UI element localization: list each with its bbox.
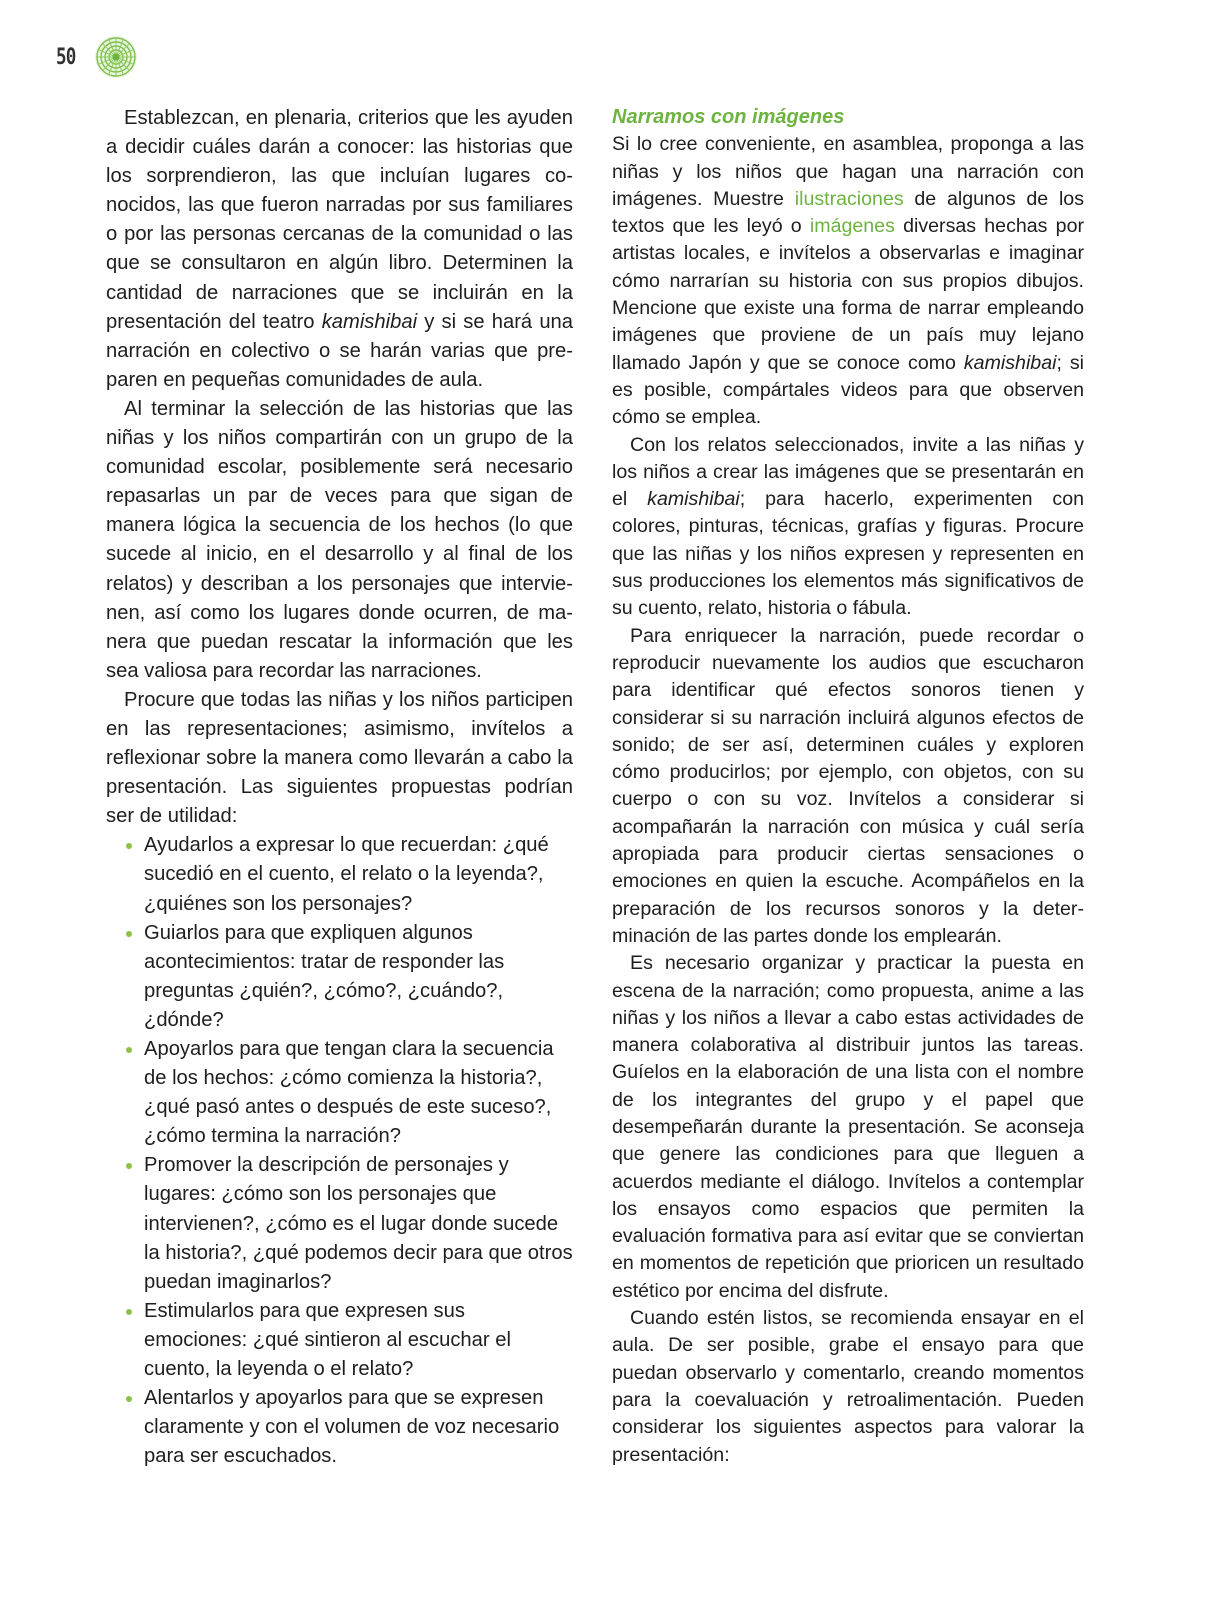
paragraph: Al terminar la selección de las historias que las niñas y los niños compartirán con un grupo de la comunidad escolar, posiblemente será necesario repasarlas un par de veces para que sigan de manera lógica la secuencia de los hechos (lo que sucede al inicio, en el desarrollo y al final de los relatos) y describan a los personajes que intervienen, así como los lugares donde ocurren, de manera que puedan rescatar la información que les sea valiosa para recordar las narraciones. bbox=[106, 397, 573, 682]
paragraph: Procure que todas las niñas y los niños participen en las representaciones; asimismo, invítelos a reflexionar sobre la manera como llevarán a cabo la presentación. Las siguientes propuestas podrían ser de utilidad: bbox=[106, 688, 573, 828]
bullet-icon bbox=[126, 1047, 132, 1053]
bullet-icon bbox=[126, 931, 132, 937]
illustrations-link[interactable]: ilustraciones bbox=[794, 187, 904, 210]
right-column bbox=[612, 104, 1084, 1469]
page-number: 50 bbox=[56, 44, 76, 70]
paragraph: Con los relatos seleccionados, invite a las niñas y los niños a crear las imágenes que se presentarán en el kamishibai; para hacerlo, experimenten con colores, pinturas, técnicas, grafías y figuras. Procure que las niñas y los niños expresen y representen en sus producciones los elementos más significativos de su cuento, relato, historia o fábula. bbox=[612, 433, 1084, 620]
images-link[interactable]: imágenes bbox=[809, 215, 895, 238]
paragraph: Si lo cree conveniente, en asamblea, proponga a las niñas y los niños que hagan una narración con imágenes. Muestre ilustraciones de algunos de los textos que les leyó o imágenes diversas hechas por artistas locales, e invítelos a observarlas e imaginar cómo narrarían su historia con sus propios dibujos. Mencione que existe una forma de narrar empleando imágenes que proviene de un país muy lejano llamado Japón y que se conoce como kamishibai; si es posible, compártales videos para que observen cómo se emplea. bbox=[612, 133, 1084, 429]
page-header bbox=[56, 36, 138, 78]
list-item: Estimularlos para que expresen sus emociones: ¿qué sintieron al escuchar el cuento, la leyenda o el relato? bbox=[144, 1297, 573, 1384]
left-column bbox=[106, 104, 573, 1471]
bullet-icon bbox=[126, 1396, 132, 1402]
list-item: Guiarlos para que expliquen algunos acontecimientos: tratar de responder las preguntas ¿quién?, ¿cómo?, ¿cuándo?, ¿dónde? bbox=[144, 919, 573, 1035]
list-item: Promover la descripción de personajes y lugares: ¿cómo son los personajes que intervienen?, ¿cómo es el lugar donde sucede la historia?, ¿qué podemos decir para que otros puedan imaginarlos? bbox=[144, 1151, 573, 1296]
bullet-icon bbox=[126, 1309, 132, 1315]
list-item: Ayudarlos a expresar lo que recuerdan: ¿qué sucedió en el cuento, el relato o la leyenda?, ¿quiénes son los personajes? bbox=[144, 831, 573, 918]
paragraph: Establezcan, en plenaria, criterios que les ayuden a decidir cuáles darán a conocer: las historias que los sorprendieron, las que incluían lugares conocidos, las que fueron narradas por sus familiares o por las personas cercanas de la comunidad o las que se consultaron en algún libro. Determinen la cantidad de narraciones que se incluirán en la presentación del teatro kamishibai y si se hará una narración en colectivo o se harán varias que preparen en pequeñas comunidades de aula. bbox=[106, 107, 574, 391]
bullet-icon bbox=[126, 843, 132, 849]
list-item: Apoyarlos para que tengan clara la secuencia de los hechos: ¿cómo comienza la historia?, ¿qué pasó antes o después de este suceso?, ¿cómo termina la narración? bbox=[144, 1035, 573, 1151]
list-item: Alentarlos y apoyarlos para que se expresen claramente y con el volumen de voz necesario para ser escuchados. bbox=[144, 1384, 573, 1471]
bullet-icon bbox=[126, 1163, 132, 1169]
green-rosette-icon bbox=[94, 35, 138, 79]
paragraph: Para enriquecer la narración, puede recordar o reproducir nuevamente los audios que escucharon para identificar qué efectos sonoros tienen y considerar si su narración incluirá algunos efectos de sonido; de ser así, determinen cuáles y exploren cómo producirlos; por ejemplo, con objetos, con su cuerpo o con su voz. Invítelos a considerar si acompañarán la narración con música y cuál sería apropiada para producir ciertas sensaciones o emociones en quien la escuche. Acompáñelos en la preparación de los recursos sonoros y la determinación de las partes donde los emplearán. bbox=[612, 624, 1084, 947]
section-title: Narramos con imágenes bbox=[612, 106, 845, 128]
paragraph: Es necesario organizar y practicar la puesta en escena de la narración; como propuesta, anime a las niñas y los niños a llevar a cabo estas actividades de manera colaborativa al distribuir juntos las tareas. Guíelos en la elaboración de una lista con el nombre de los integrantes del grupo y el papel que desempeñarán durante la presentación. Se aconseja que genere las condiciones para que lleguen a acuerdos mediante el diálogo. Invítelos a contemplar los ensayos como espacios que permiten la evaluación formativa para así evitar que se conviertan en momentos de repetición que prioricen un resultado estético por encima del disfrute. bbox=[612, 952, 1084, 1302]
proposals-list bbox=[106, 831, 573, 1471]
paragraph: Cuando estén listos, se recomienda ensayar en el aula. De ser posible, grabe el ensayo para que puedan observarlo y comentarlo, creando momentos para la coevaluación y retroalimentación. Pueden considerar los siguientes aspectos para valorar la presentación: bbox=[612, 1307, 1084, 1466]
